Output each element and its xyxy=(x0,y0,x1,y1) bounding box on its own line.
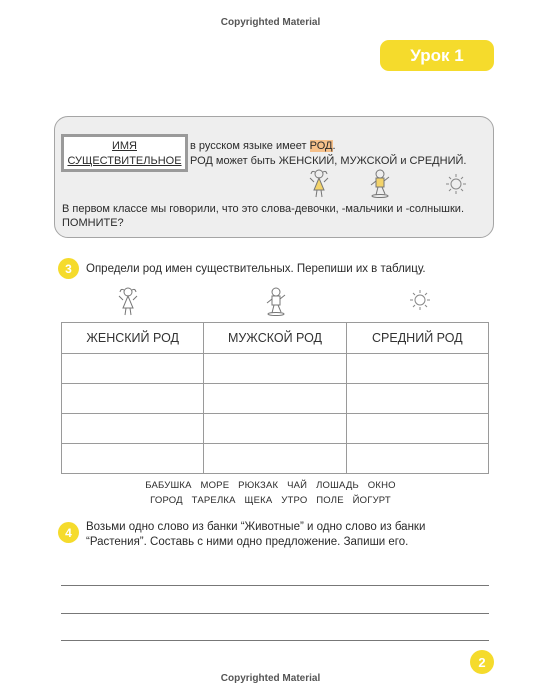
word-bank-item: ПОЛЕ xyxy=(316,495,344,506)
word-bank-item: ЩЕКА xyxy=(244,495,273,506)
table-cell[interactable] xyxy=(346,444,488,474)
column-masculine: МУЖСКОЙ РОД xyxy=(204,323,346,354)
word-bank-item: ЙОГУРТ xyxy=(352,495,391,506)
word-bank-item: ТАРЕЛКА xyxy=(191,495,236,506)
gender-table xyxy=(61,322,489,474)
word-bank-item: МОРЕ xyxy=(200,480,230,491)
table-row xyxy=(62,354,489,384)
sun-icon xyxy=(444,172,468,196)
table-cell[interactable] xyxy=(62,444,204,474)
boy-icon xyxy=(264,286,288,316)
table-cell[interactable] xyxy=(204,354,346,384)
girl-icon xyxy=(308,168,330,198)
exercise-3-number: 3 xyxy=(58,258,79,279)
word-bank-item: ЧАЙ xyxy=(287,480,308,491)
word-bank-line-1 xyxy=(0,480,541,491)
intro-line-1 xyxy=(190,139,336,153)
copyright-header: Copyrighted Material xyxy=(220,17,321,28)
writing-line[interactable] xyxy=(61,613,489,614)
table-cell[interactable] xyxy=(204,444,346,474)
intro-line-1-text: в русском языке имеет xyxy=(190,140,307,152)
exercise-3-instruction: Определи род имен существительных. Перепиши их в таблицу. xyxy=(86,263,426,275)
intro-line-2: РОД может быть ЖЕНСКИЙ, МУЖСКОЙ и СРЕДНИЙ. xyxy=(190,155,467,167)
term-line-2: СУЩЕСТВИТЕЛЬНОЕ xyxy=(67,155,182,167)
table-cell[interactable] xyxy=(62,384,204,414)
exercise-4-number: 4 xyxy=(58,522,79,543)
table-cell[interactable] xyxy=(62,414,204,444)
word-bank-line-2 xyxy=(0,495,541,506)
table-cell[interactable] xyxy=(204,414,346,444)
word-bank-item: ОКНО xyxy=(367,480,396,491)
writing-line[interactable] xyxy=(61,640,489,641)
table-cell[interactable] xyxy=(204,384,346,414)
table-header-row xyxy=(62,323,489,354)
word-bank-item: РЮКЗАК xyxy=(238,480,279,491)
table-cell[interactable] xyxy=(62,354,204,384)
intro-line-4: ПОМНИТЕ? xyxy=(62,217,124,229)
word-bank-item: ГОРОД xyxy=(150,495,183,506)
boy-icon xyxy=(368,168,392,198)
writing-line[interactable] xyxy=(61,585,489,586)
table-row xyxy=(62,444,489,474)
word-bank-item: УТРО xyxy=(281,495,308,506)
word-bank-item: ЛОШАДЬ xyxy=(316,480,359,491)
lesson-badge: Урок 1 xyxy=(380,40,494,71)
sun-icon xyxy=(408,288,432,312)
table-cell[interactable] xyxy=(346,414,488,444)
exercise-4-instruction-2: “Растения”. Составь с ними одно предложение. Запиши его. xyxy=(86,536,409,548)
page-number: 2 xyxy=(470,650,494,674)
column-feminine: ЖЕНСКИЙ РОД xyxy=(62,323,204,354)
column-neuter: СРЕДНИЙ РОД xyxy=(346,323,488,354)
intro-line-3: В первом классе мы говорили, что это слова-девочки, -мальчики и -солнышки. xyxy=(62,203,464,215)
intro-line-1-end: . xyxy=(332,140,336,152)
table-row xyxy=(62,384,489,414)
exercise-4-instruction-1: Возьми одно слово из банки “Животные” и одно слово из банки xyxy=(86,521,426,533)
copyright-footer: Copyrighted Material xyxy=(220,673,321,684)
girl-icon xyxy=(117,286,139,316)
table-cell[interactable] xyxy=(346,354,488,384)
rod-highlight: РОД xyxy=(309,140,333,152)
term-line-1: ИМЯ xyxy=(111,140,137,152)
word-bank-item: БАБУШКА xyxy=(145,480,192,491)
table-cell[interactable] xyxy=(346,384,488,414)
table-row xyxy=(62,414,489,444)
term-box xyxy=(61,134,188,172)
